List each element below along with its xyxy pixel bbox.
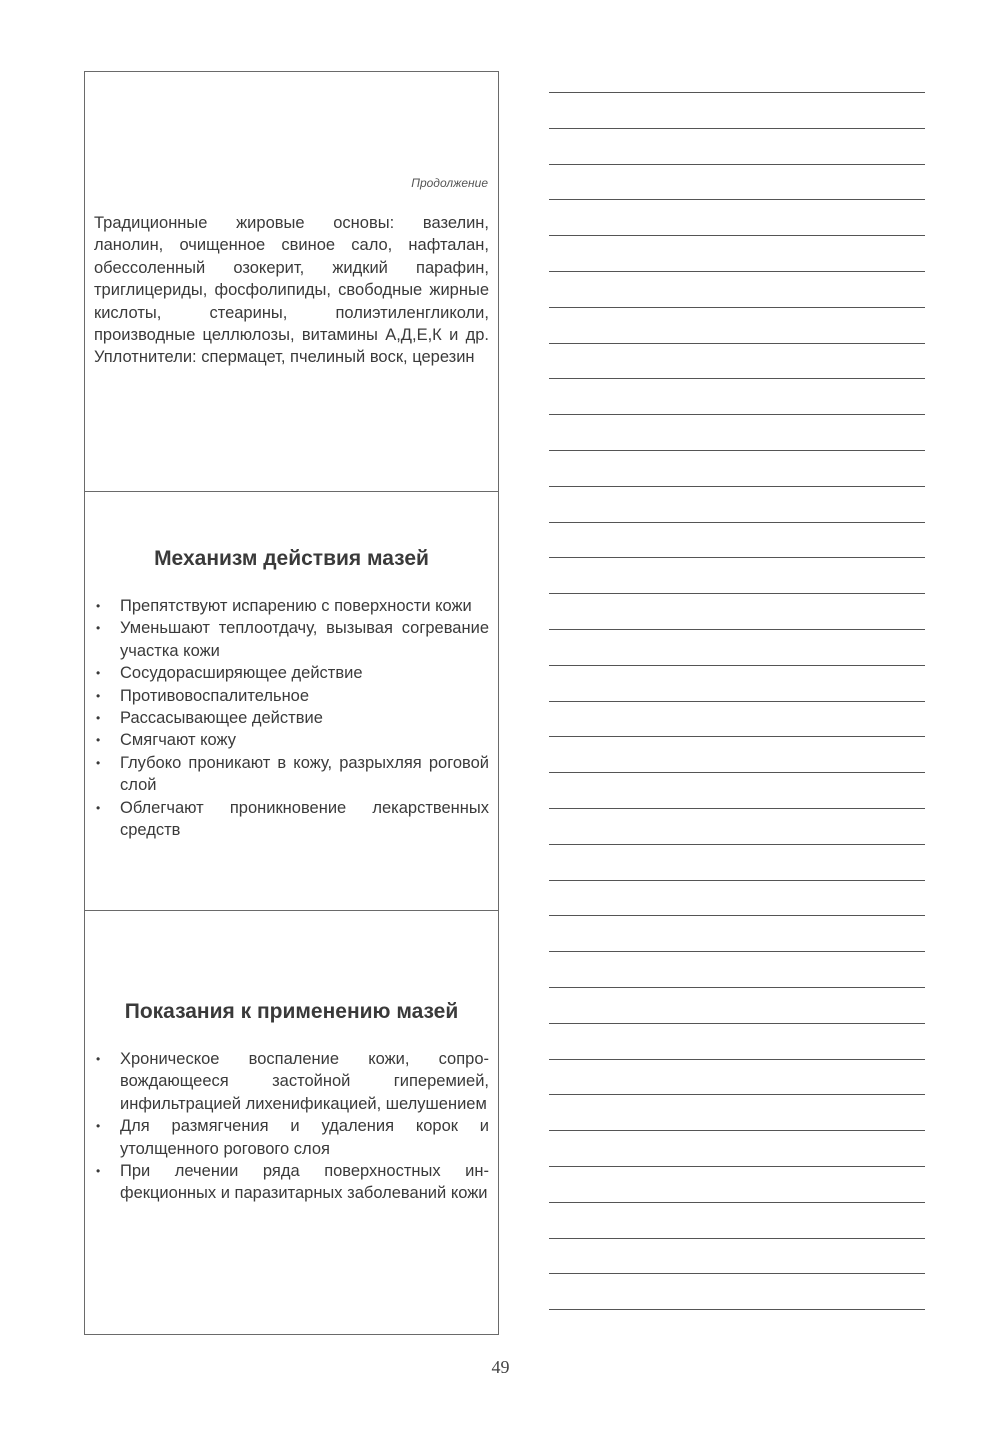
note-line — [549, 772, 925, 773]
list-item-text: Рассасывающее действие — [120, 709, 323, 728]
bullet-icon: • — [96, 800, 101, 815]
note-line — [549, 1094, 925, 1095]
bullet-icon: • — [96, 755, 101, 770]
list-item — [94, 729, 489, 751]
list-item-text: Противовоспалительное — [120, 686, 310, 705]
mechanism-panel — [84, 491, 499, 911]
note-line — [549, 1130, 925, 1131]
note-line — [549, 629, 925, 630]
note-line — [549, 1309, 925, 1310]
note-line — [549, 271, 925, 272]
list-item-text: Хроническое воспаление кожи, сопровождающееся застойной гиперемией, инфильтрацией лихенификацией, шелушением — [120, 1050, 489, 1113]
indications-panel — [84, 910, 499, 1335]
continuation-label: Продолжение — [411, 176, 488, 190]
note-line — [549, 987, 925, 988]
note-line — [549, 808, 925, 809]
list-item-text: Облегчают проникновение лекарственных средств — [120, 798, 489, 840]
note-line — [549, 844, 925, 845]
list-item — [94, 662, 489, 684]
bullet-icon: • — [96, 599, 101, 613]
bullet-icon: • — [96, 1164, 101, 1179]
note-line — [549, 701, 925, 702]
indications-title: Показания к применению мазей — [124, 1000, 459, 1023]
note-line — [549, 486, 925, 487]
note-line — [549, 92, 925, 93]
note-line — [549, 128, 925, 129]
list-item — [94, 752, 489, 797]
note-line — [549, 915, 925, 916]
note-line — [549, 951, 925, 952]
note-line — [549, 665, 925, 666]
list-item — [94, 1160, 489, 1205]
note-line — [549, 199, 925, 200]
note-line — [549, 235, 925, 236]
note-line — [549, 1023, 925, 1024]
list-item-text: При лечении ряда поверхностных инфекционных и паразитарных заболеваний кожи — [120, 1162, 489, 1203]
mechanism-title: Механизм действия мазей — [154, 547, 429, 570]
note-line — [549, 307, 925, 308]
list-item-text: Препятствуют испарению с поверхности кожи — [120, 597, 472, 615]
note-line — [549, 378, 925, 379]
indications-list — [94, 1048, 489, 1205]
mechanism-list — [94, 595, 489, 841]
bases-paragraph: Традиционные жировые основы: вазелин, ланолин, очищенное свиное сало, нафталан, обессоленный озокерит, жидкий парафин, триглицериды, фосфолипиды, свободные жирные кислоты, стеарины, полиэтиленгликоли, производные целлюлозы, витамины А,Д,Е,К и др. Уплотнители: спермацет, пчелиный воск, церезин — [94, 214, 489, 367]
list-item — [94, 595, 489, 617]
list-item — [94, 797, 489, 842]
note-line — [549, 557, 925, 558]
note-line — [549, 736, 925, 737]
bullet-icon: • — [96, 711, 101, 726]
bullet-icon: • — [96, 666, 101, 681]
note-line — [549, 1202, 925, 1203]
note-line — [549, 343, 925, 344]
note-line — [549, 1273, 925, 1274]
bullet-icon: • — [96, 621, 101, 636]
list-item — [94, 685, 489, 707]
list-item — [94, 707, 489, 729]
list-item — [94, 1115, 489, 1160]
bullet-icon: • — [96, 1052, 101, 1066]
note-line — [549, 880, 925, 881]
page-number: 49 — [491, 1357, 510, 1377]
bullet-icon: • — [96, 688, 101, 703]
note-line — [549, 414, 925, 415]
note-line — [549, 593, 925, 594]
list-item — [94, 1048, 489, 1115]
continuation-panel — [84, 71, 499, 492]
note-line — [549, 450, 925, 451]
note-line — [549, 1166, 925, 1167]
list-item — [94, 617, 489, 662]
note-line — [549, 1238, 925, 1239]
list-item-text: Глубоко проникают в кожу, разрыхляя роговой слой — [120, 753, 489, 795]
note-line — [549, 164, 925, 165]
list-item-text: Сосудорасширяющее действие — [120, 664, 363, 683]
bullet-icon: • — [96, 733, 101, 748]
list-item-text: Смягчают кожу — [120, 731, 237, 750]
list-item-text: Уменьшают теплоотдачу, вызывая согревание участка кожи — [120, 619, 489, 660]
note-line — [549, 522, 925, 523]
note-line — [549, 1059, 925, 1060]
bullet-icon: • — [96, 1119, 101, 1134]
list-item-text: Для размягчения и удаления корок и утолщенного рогового слоя — [120, 1117, 489, 1158]
